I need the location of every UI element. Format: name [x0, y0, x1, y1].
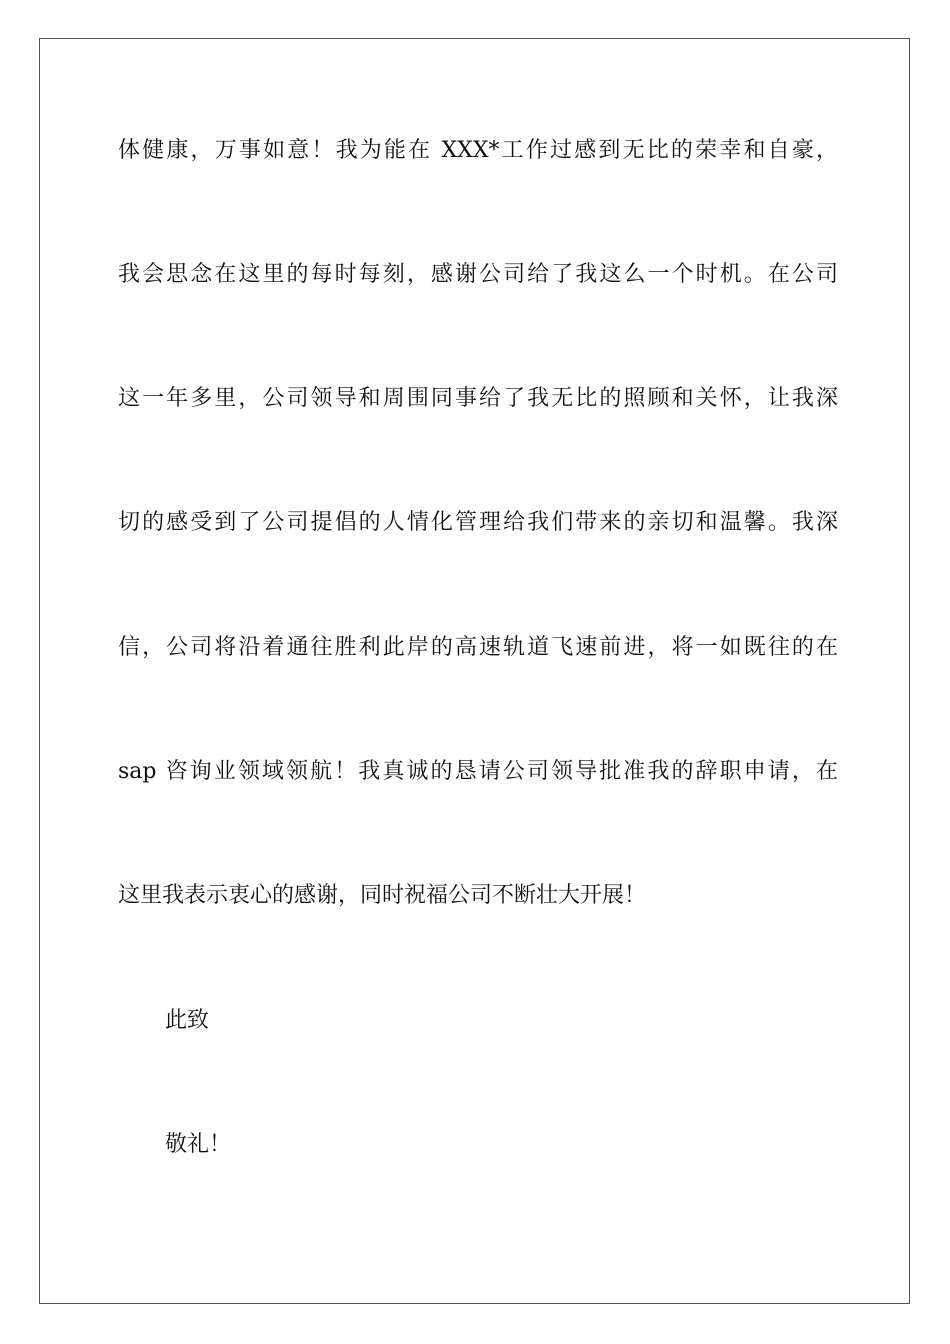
- body-line-6: sap 咨询业领域领航！我真诚的恳请公司领导批准我的辞职申请，在: [118, 759, 838, 784]
- document-page: [39, 38, 910, 1304]
- body-line-4: 切的感受到了公司提倡的人情化管理给我们带来的亲切和温馨。我深: [118, 510, 838, 535]
- body-line-5: 信，公司将沿着通往胜利此岸的高速轨道飞速前进，将一如既往的在: [118, 635, 838, 660]
- body-line-3: 这一年多里，公司领导和周围同事给了我无比的照顾和关怀，让我深: [118, 386, 838, 411]
- closing-salutation: 此致: [165, 1008, 210, 1033]
- body-line-1: 体健康，万事如意！我为能在 XXX*工作过感到无比的荣幸和自豪，: [118, 138, 838, 163]
- body-line-2: 我会思念在这里的每时每刻，感谢公司给了我这么一个时机。在公司: [118, 262, 838, 287]
- body-line-7: 这里我表示衷心的感谢，同时祝福公司不断壮大开展！: [118, 883, 647, 908]
- closing-regards: 敬礼！: [165, 1132, 232, 1157]
